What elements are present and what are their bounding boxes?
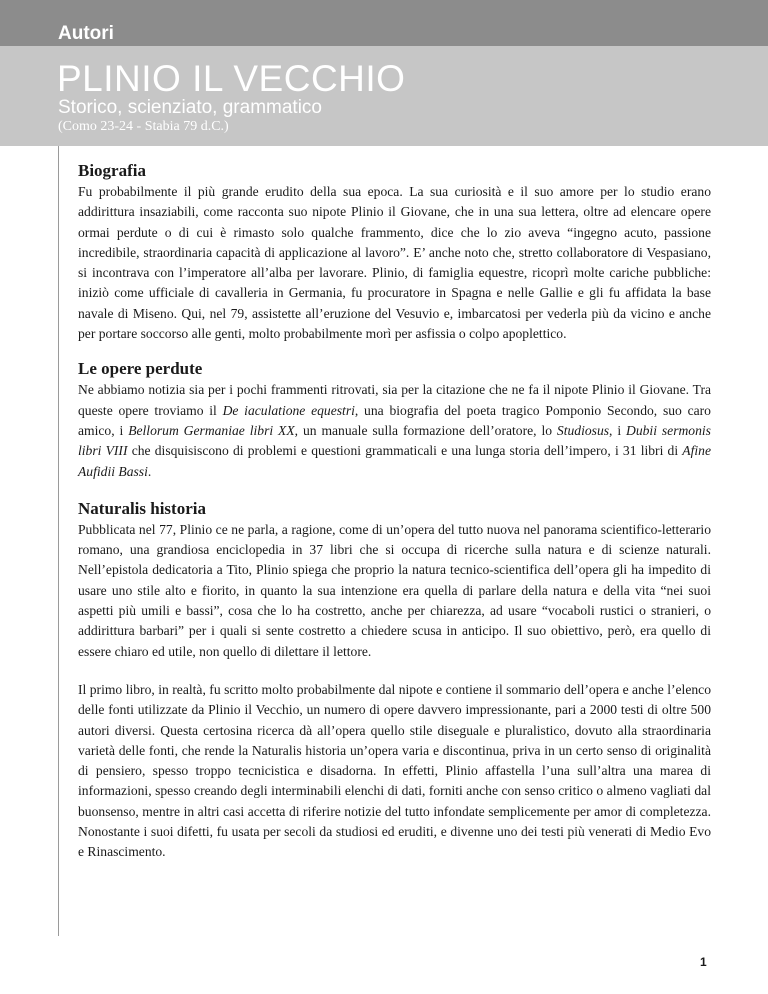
title-dubii-sermonis: Dubii sermonis libri VIII — [78, 422, 711, 459]
title-bellorum: Bellorum Germaniae libri XX — [128, 422, 295, 438]
section-opere-perdute — [78, 358, 711, 481]
paragraph-gap — [78, 662, 711, 680]
title-de-iaculatione: De iaculatione equestri — [222, 402, 355, 418]
page-number: 1 — [700, 955, 707, 969]
title-afine-aufidii: Afine Aufidii Bassi — [78, 443, 711, 479]
section-label: Autori — [58, 23, 114, 44]
left-margin-rule — [58, 146, 59, 936]
title-banner — [0, 46, 768, 146]
section-naturalis-historia — [78, 498, 711, 863]
text-run: che disquisiscono di problemi e questioni grammaticali e una lunga storia dell’impero, i 31 libri di — [127, 443, 683, 459]
paragraph-opere-perdute — [78, 380, 711, 481]
title-studiosus: Studiosus — [556, 422, 610, 438]
heading-biografia: Biografia — [78, 161, 146, 180]
top-header-bar — [0, 0, 768, 46]
text-run: . — [147, 463, 152, 479]
paragraph-naturalis-1: Pubblicata nel 77, Plinio ce ne parla, a ragione, come di un’opera del tutto nuova nel panorama scientifico-letterario romano, una grandiosa enciclopedia in 37 libri che si occupa di ricerche sulla natura e di scienze naturali. Nell’epistola dedicatoria a Tito, Plinio spiega che proprio la natura tecnico-scientifica dell’opera gli ha impedito di usare uno stile alto e fiorito, in quanto la sua intenzione era quella di parlare della natura e della vita “nei suoi aspetti più umili e bassi”, cosa che lo ha costretto, anche per chiarezza, ad usare “vocaboli rustici o stranieri, o addirittura barbari” per i quali si sente costretto a chiedere scusa in anticipo. Il suo obiettivo, però, era quello di essere chiaro ed utile, non quello di dilettare il lettore. — [78, 521, 711, 659]
page-subtitle: Storico, scienziato, grammatico — [58, 97, 322, 118]
section-biografia — [78, 160, 711, 344]
paragraph-naturalis-2: Il primo libro, in realtà, fu scritto molto probabilmente dal nipote e contiene il sommario dell’opera e anche l’elenco delle fonti utilizzate da Plinio il Vecchio, un numero di opere davvero impressionante, pari a 2000 testi di oltre 500 autori diversi. Questa certosina ricerca dà all’opera quello stile diseguale e pluralistico, dovuto alla straordinaria varietà delle fonti, che rende la Naturalis historia un’opera varia e discontinua, priva in un certo senso di originalità di pensiero, spesso troppo tecnicistica e disadorna. In effetti, Plinio affastella l’una sull’altra una marea di informazioni, spesso creando degli interminabili elenchi di dati, forniti anche con senso critico o almeno vagliati dal buonsenso, mentre in altri casi accetta di riferire notizie del tutto infondate semplicemente per amor di completezza. Nonostante i suoi difetti, fu usata per secoli da studiosi ed eruditi, e divenne uno dei testi più venerati di Medio Evo e Rinascimento. — [78, 681, 711, 860]
text-run: Ne abbiamo notizia sia per i pochi frammenti ritrovati, sia per la citazione che ne fa il nipote Plinio il Giovane. Tra queste opere troviamo il — [78, 382, 711, 418]
life-dates: (Como 23-24 - Stabia 79 d.C.) — [58, 119, 229, 134]
text-run: , i — [609, 422, 627, 438]
heading-naturalis-historia: Naturalis historia — [78, 498, 206, 518]
text-run: , una biografia del poeta tragico Pomponio Secondo, suo caro amico, i — [78, 402, 711, 438]
heading-opere-perdute: Le opere perdute — [78, 359, 203, 379]
paragraph-biografia: Fu probabilmente il più grande erudito della sua epoca. La sua curiosità e il suo amore per lo studio erano addirittura insaziabili, come racconta suo nipote Plinio il Giovane, che in una sua lettera, oltre ad elencare opere ormai perdute o di cui è rimasto solo qualche frammento, dice che lo zio aveva “ingegno acuto, passione incredibile, straordinaria capacità di applicazione al lavoro”. E’ anche noto che, stretto collaboratore di Vespasiano, si incontrava con l’imperatore all’alba per lavorare. Plinio, di famiglia equestre, ricoprì molte cariche pubbliche: iniziò come ufficiale di cavalleria in Germania, fu procuratore in Spagna e nelle Gallie e gli fu affidata la base navale di Miseno. Qui, nel 79, assistette all’eruzione del Vesuvio e, imbarcatosi per vederla più da vicino e anche per portare soccorso alle genti, molto probabilmente morì per asfissia o colpo apoplettico. — [78, 184, 711, 342]
text-run: , un manuale sulla formazione dell’oratore, lo — [294, 422, 557, 438]
page-title: PLINIO IL VECCHIO — [57, 58, 406, 99]
article-body — [78, 160, 711, 863]
